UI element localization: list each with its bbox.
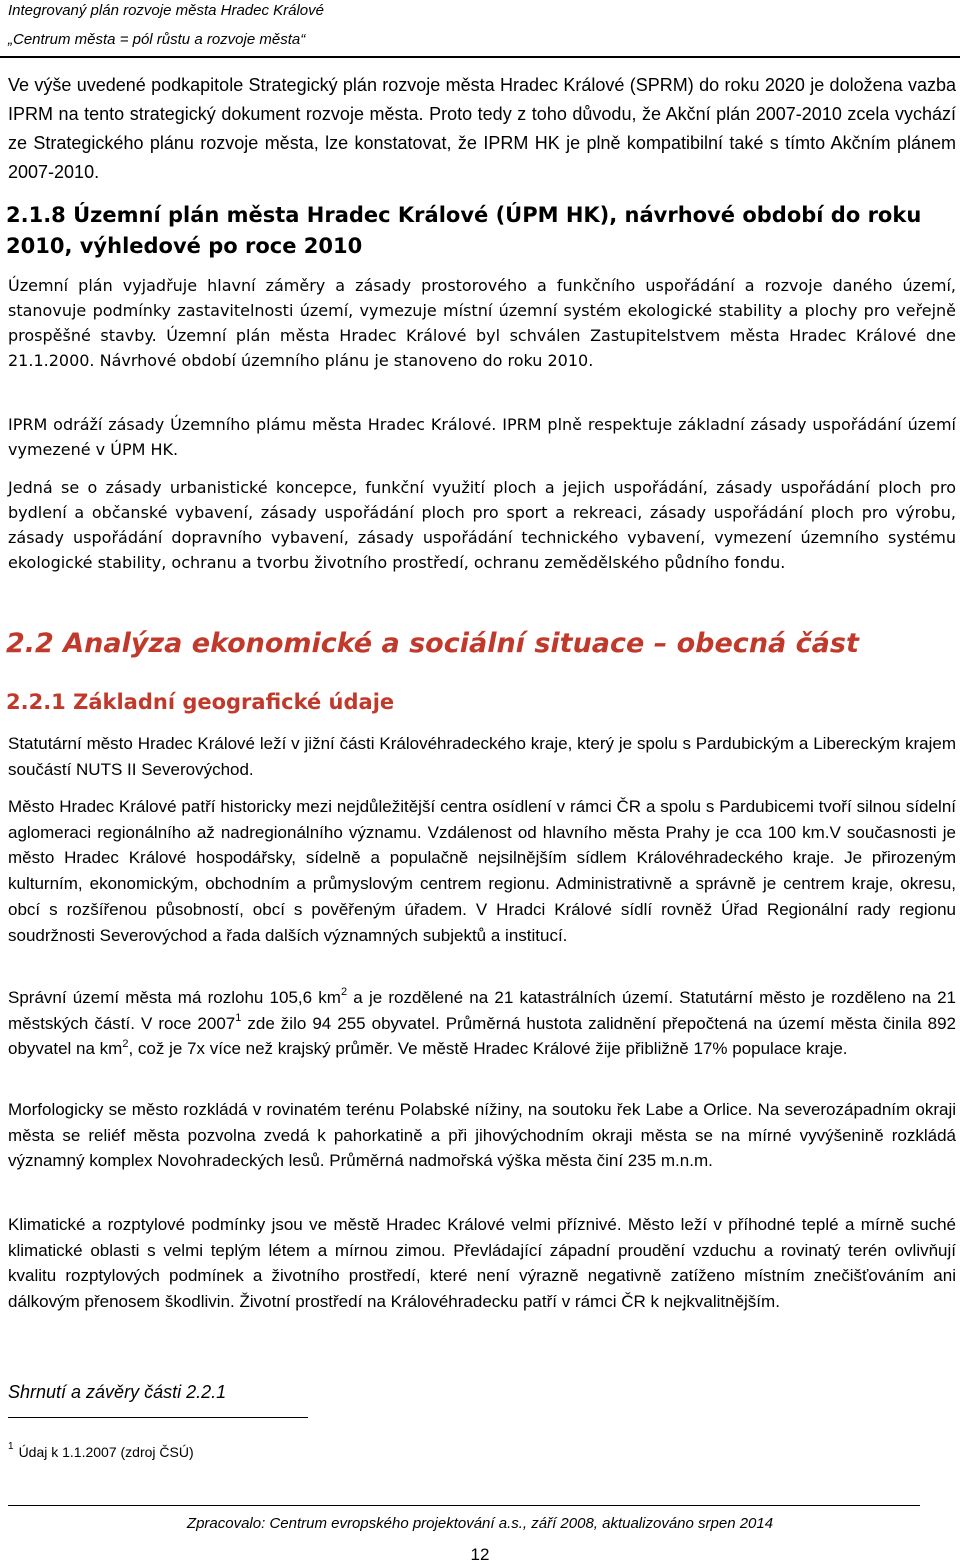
superscript-km2-area: 2 — [340, 986, 348, 999]
summary-heading: Shrnutí a závěry části 2.2.1 — [8, 1382, 227, 1402]
section-2-1-8-paragraph-1: Územní plán vyjadřuje hlavní záměry a zásady prostorového a funkčního uspořádání a rozvoje daného území, stanovuje podmínky zastavitelnosti území, vymezuje místní územní systém ekologické stability a plochy pro veřejně prospěšné stavby. Územní plán města Hradec Králové byl schválen Zastupitelstvem města Hradec Králové dne 21.1.2000. Návrhové období územního plánu je stanoveno do roku 2010. — [8, 276, 956, 370]
footnote-reference: 1 — [235, 1012, 242, 1025]
footer-divider — [8, 1505, 920, 1506]
section-2-1-8-paragraph-2: IPRM odráží zásady Územního plámu města Hradec Králové. IPRM plně respektuje základní zásady uspořádání území vymezené v ÚPM HK. — [8, 415, 956, 459]
geo-paragraph-4: Morfologicky se město rozkládá v rovinatém terénu Polabské nížiny, na soutoku řek Labe a Orlice. Na severozápadním okraji města se reliéf města pozvolna zvedá k pahorkatině a při jihovýchodním okraji města se na mírné vyvýšenině rozkládá významný komplex Novohradeckých lesů. Průměrná nadmořská výška města činí 235 m.n.m. — [8, 1100, 956, 1171]
intro-paragraph: Ve výše uvedené podkapitole Strategický plán rozvoje města Hradec Králové (SPRM) do roku 2020 je doložena vazba IPRM na tento strategický dokument rozvoje města. Proto tedy z toho důvodu, že Akční plán 2007-2010 zcela vychází ze Strategického plánu rozvoje města, lze konstatovat, že IPRM HK je plně kompatibilní také s tímto Akčním plánem 2007-2010. — [8, 75, 956, 182]
footnote-text: Údaj k 1.1.2007 (zdroj ČSÚ) — [18, 1444, 194, 1460]
section-2-1-8-heading: 2.1.8 Územní plán města Hradec Králové (ÚPM HK), návrhové období do roku 2010, výhledové po roce 2010 — [6, 203, 922, 258]
section-2-1-8-paragraph-3: Jedná se o zásady urbanistické koncepce, funkční využití ploch a jejich uspořádání, zásady uspořádání ploch pro bydlení a občanské vybavení, zásady uspořádání ploch pro sport a rekreaci, zásady uspořádání ploch pro výrobu, zásady uspořádání dopravního vybavení, zásady uspořádání technického vybavení, vymezení územního systému ekologické stability, ochranu a tvorbu životního prostředí, ochranu zemědělského půdního fondu. — [8, 478, 956, 572]
geo-paragraph-3-part-b: a je rozdělené na 21 katastrálních území. Statutární město je rozděleno na 21 městských částí. V roce 2007 — [8, 988, 957, 1033]
geo-paragraph-1: Statutární město Hradec Králové leží v jižní části Královéhradeckého kraje, který je spolu s Pardubickým a Libereckým krajem součástí NUTS II Severovýchod. — [8, 734, 956, 779]
section-2-2-1-heading: 2.2.1 Základní geografické údaje — [6, 690, 395, 714]
footnote-divider — [8, 1417, 308, 1418]
footnote — [8, 1443, 194, 1464]
header-title: Integrovaný plán rozvoje města Hradec Králové — [8, 2, 324, 19]
page-number: 12 — [470, 1545, 490, 1564]
geo-paragraph-3 — [8, 985, 956, 1062]
header-subtitle: „Centrum města = pól růstu a rozvoje města“ — [8, 31, 306, 48]
geo-paragraph-3-part-d: , což je 7x více než krajský průměr. Ve městě Hradec Králové žije přibližně 17% populace kraje. — [128, 1039, 848, 1059]
geo-paragraph-3-part-a: Správní území města má rozlohu 105,6 km — [8, 988, 341, 1007]
geo-paragraph-2: Město Hradec Králové patří historicky mezi nejdůležitější centra osídlení v rámci ČR a spolu s Pardubicemi tvoří silnou sídelní aglomeraci regionálního až nadregionálního významu. Vzdálenost od hlavního města Prahy je cca 100 km.V současnosti je město Hradec Králové hospodářsky, sídelně a populačně nejsilnějším sídlem Královéhradeckého kraje. Je přirozeným kulturním, ekonomickým, obchodním a průmyslovým centrem regionu. Administrativně a správně je centrem kraje, okresu, obcí s rozšířenou působností, obcí s pověřeným úřadem. V Hradci Králové sídlí rovněž Úřad Regionální rady regionu soudržnosti Severovýchod a řada dalších významných subjektů a institucí. — [8, 797, 956, 945]
geo-paragraph-5: Klimatické a rozptylové podmínky jsou ve městě Hradec Králové velmi příznivé. Město leží v příhodné teplé a mírně suché klimatické oblasti s velmi teplým létem a mírnou zimou. Převládající západní proudění vzduchu a rovinatý terén ovlivňují kvalitu rozptylových podmínek a životního prostředí, které není výrazně negativně zatíženo místním znečišťováním ani dálkovým přenosem škodlivin. Životní prostředí na Královéhradecku patří v rámci ČR k nejkvalitnějším. — [8, 1215, 956, 1312]
superscript-km2-density: 2 — [122, 1037, 129, 1050]
footnote-mark: 1 — [8, 1441, 14, 1452]
header-divider — [0, 56, 960, 58]
section-2-2-heading: 2.2 Analýza ekonomické a sociální situace – obecná část — [6, 628, 859, 659]
geo-paragraph-3-part-c: zde žilo 94 255 obyvatel. Průměrná hustota zalidnění přepočtená na území města činila 892 obyvatel na km — [8, 1013, 956, 1059]
footer-text: Zpracovalo: Centrum evropského projektování a.s., září 2008, aktualizováno srpen 2014 — [186, 1515, 774, 1532]
